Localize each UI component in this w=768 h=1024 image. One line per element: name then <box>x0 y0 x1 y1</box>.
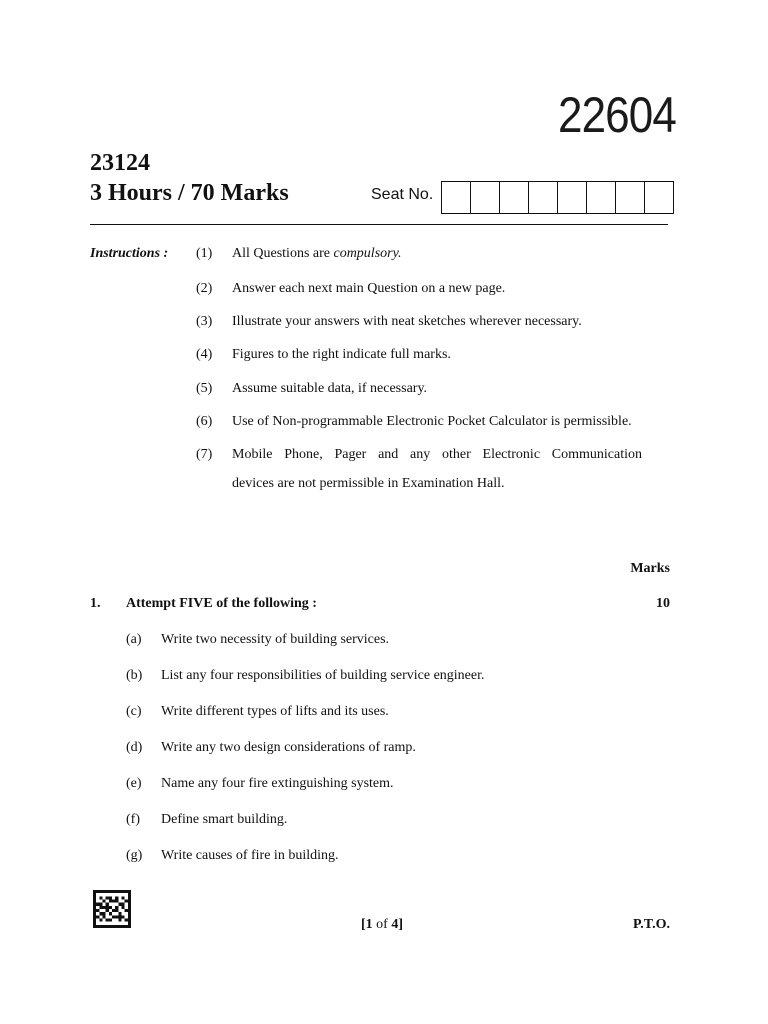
instruction-number: (3) <box>196 314 213 329</box>
seat-box[interactable] <box>529 182 558 213</box>
question-number: 1. <box>90 596 101 611</box>
seat-number-boxes <box>441 181 674 214</box>
seat-number-label: Seat No. <box>371 186 434 203</box>
sub-question-text: Write different types of lifts and its uses. <box>161 704 389 719</box>
marks-column-header: Marks <box>630 561 670 576</box>
instruction-number: (1) <box>196 246 213 261</box>
sub-question-text: Write causes of fire in building. <box>161 848 339 863</box>
instruction-number: (6) <box>196 414 213 429</box>
sub-question-text: List any four responsibilities of building service engineer. <box>161 668 485 683</box>
seat-box[interactable] <box>442 182 471 213</box>
instruction-number: (7) <box>196 447 213 462</box>
subject-code: 22604 <box>558 87 676 143</box>
seat-box[interactable] <box>471 182 500 213</box>
header-divider <box>90 224 668 225</box>
instruction-text-continued: devices are not permissible in Examination Hall. <box>232 476 505 491</box>
seat-box[interactable] <box>500 182 529 213</box>
sub-question-label: (b) <box>126 668 143 683</box>
instruction-text: Answer each next main Question on a new page. <box>232 281 506 296</box>
instruction-text: Illustrate your answers with neat sketches wherever necessary. <box>232 314 582 329</box>
sub-question-label: (a) <box>126 632 142 647</box>
qr-code-icon <box>93 890 131 928</box>
sub-question-label: (e) <box>126 776 142 791</box>
seat-box[interactable] <box>587 182 616 213</box>
paper-code: 23124 <box>90 150 150 176</box>
duration-marks: 3 Hours / 70 Marks <box>90 180 289 206</box>
sub-question-label: (d) <box>126 740 143 755</box>
question-text: Attempt FIVE of the following : <box>126 596 317 611</box>
seat-box[interactable] <box>558 182 587 213</box>
instruction-emphasis: compulsory. <box>333 246 402 261</box>
instruction-text: All Questions are compulsory. <box>232 246 402 261</box>
sub-question-label: (c) <box>126 704 142 719</box>
sub-question-label: (f) <box>126 812 140 827</box>
instruction-number: (2) <box>196 281 213 296</box>
instruction-number: (5) <box>196 381 213 396</box>
seat-box[interactable] <box>645 182 674 213</box>
sub-question-text: Write two necessity of building services. <box>161 632 390 647</box>
sub-question-text: Define smart building. <box>161 812 288 827</box>
instructions-label: Instructions : <box>90 246 169 261</box>
instruction-number: (4) <box>196 347 213 362</box>
sub-question-text: Write any two design considerations of ramp. <box>161 740 416 755</box>
please-turn-over: P.T.O. <box>633 917 670 932</box>
page-number: [1 of 4] <box>361 917 404 932</box>
seat-box[interactable] <box>616 182 645 213</box>
question-marks: 10 <box>656 596 670 611</box>
instruction-text: Figures to the right indicate full marks. <box>232 347 451 362</box>
sub-question-label: (g) <box>126 848 143 863</box>
instruction-text: Use of Non-programmable Electronic Pocket Calculator is permissible. <box>232 414 632 429</box>
sub-question-text: Name any four fire extinguishing system. <box>161 776 394 791</box>
instruction-text: Assume suitable data, if necessary. <box>232 381 428 396</box>
instruction-text: Mobile Phone, Pager and any other Electronic Communication <box>232 447 642 462</box>
